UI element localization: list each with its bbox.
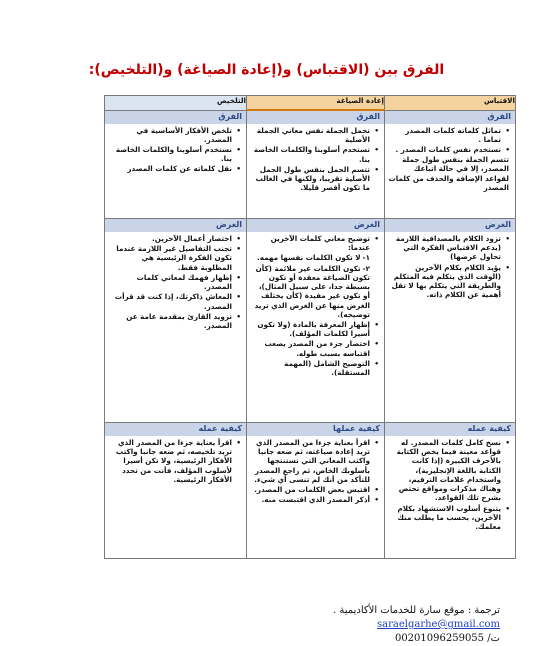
bullet-list (108, 126, 242, 174)
list-item: • اقرأ بعناية جزءا من المصدر الذي تريد إعادة صياغته، ثم ضعه جانبا واكتب المعاني التي تستنتجها بأسلوبك الخاص، ثم راجع المصدر للتأكد من أنك لم تنسى أي شيء. (250, 438, 370, 484)
cell-paraphrase-how (247, 423, 385, 559)
header-paraphrase: إعادة الصياغة (247, 96, 385, 111)
section-label: كيفية عمله (105, 423, 246, 436)
list-item: • اقتبس بعض الكلمات من المصدر. (250, 485, 370, 494)
bullet-list (250, 126, 380, 193)
header-quote: الاقتباس (385, 96, 516, 111)
bullet-list (108, 234, 242, 330)
row-difference (105, 110, 516, 219)
list-item (250, 253, 370, 262)
section-label: الغرض (105, 219, 246, 232)
item-text: تكون الكلمات غير ملائمة (كأن تكون الصياغة معقدة أو تكون بسيطة جدا، على سبيل المثال)، أو تكون غير مفيدة (كأن يختلف الغرض منها عن الغرض الذي تريد توضيحه). (254, 263, 370, 319)
plain-text: تتسم الجملة بنفس طول جملة المصدر، إلا في حالة اتباعك لقواعد الإضافة والحذف من كلمات المصدر (388, 155, 509, 192)
list-item: • تستخدم أسلوبنا والكلمات الخاصة بنا. (250, 145, 370, 163)
list-item: • تزويد القارئ بمقدمة عامة عن المصدر. (108, 312, 232, 330)
page-title: الفرق بين (الاقتباس) و(إعادة الصياغة) و(التلخيص): (88, 62, 445, 78)
cell-paraphrase-purpose (247, 219, 385, 423)
list-item: • تماثل كلماته كلمات المصدر تماما . (388, 126, 501, 144)
cell-summary-difference (105, 110, 247, 219)
section-label: الفرق (247, 111, 384, 124)
section-label: الفرق (105, 111, 246, 124)
list-item: • التوضيح الشامل (المهمة المستقلة). (250, 359, 370, 377)
list-item: • نستخدم أسلوبنا والكلمات الخاصة بنا. (108, 145, 232, 163)
section-label: كيفية عملها (247, 423, 384, 436)
row-how (105, 423, 516, 559)
header-row (105, 96, 516, 111)
list-item: • إظهار المعرفة بالمادة (ولا تكون أسيرا لكلمات المؤلف). (250, 320, 370, 338)
bullet-list (250, 234, 380, 252)
list-item: • اختصار جزء من المصدر يصعب اقتباسه بسبب طوله. (250, 339, 370, 357)
list-item: • المعاش ذاكرتك، إذا كنت قد قرأت المصدر. (108, 292, 232, 310)
bullet-list (388, 234, 511, 300)
bullet-list (388, 438, 511, 531)
list-item: • تلخص الأفكار الأساسية في المصدر. (108, 126, 232, 144)
bullet-list (388, 126, 511, 155)
list-item: • اقرأ بعناية جزءا من المصدر الذي تريد تلخيصه، ثم ضعه جانبا واكتب الأفكار الرئيسية، ولا تكن أسيرا لأسلوب المؤلف، فأنت من تحدد الأفكار الرئيسية. (108, 438, 232, 484)
section-label: الغرض (247, 219, 384, 232)
list-item: • يتنوع أسلوب الاستشهاد بكلام الآخرين، بحسب ما يطلب منك معلمك. (388, 504, 501, 532)
list-item: • اختصار أعمال الآخرين. (108, 234, 232, 243)
section-label: كيفية عمله (385, 423, 515, 436)
phone-number: ت/ 00201096259055 (394, 633, 500, 644)
cell-quote-difference (385, 110, 516, 219)
list-item: • تجنب التفاصيل غير اللازمة عندما تكون الفكرة الرئيسية هي المطلوبة فقط. (108, 244, 232, 272)
row-purpose (105, 219, 516, 423)
list-item: • نسخ كامل كلمات المصدر. له قواعد معينة فيما يخص الكتابة بالأحرف الكبيرة (إذا كانت الكتابة باللغة الإنجليزية)، واستخدام علامات الترقيم، وهناك مذكرات ومواقع تحتص بشرح تلك القواعد. (388, 438, 501, 503)
bullet-list (250, 438, 380, 505)
credit-line: ترجمة : موقع سارة للخدمات الأكاديمية . (333, 605, 500, 616)
section-label: الفرق (385, 111, 515, 124)
list-item: • تتسم الجمل بنفس طول الجمل الأصلية تقريبا، ولكنها في الغالب ما تكون أقصر قليلا. (250, 165, 370, 193)
comparison-table (104, 95, 516, 559)
cell-summary-how (105, 423, 247, 559)
section-label: الغرض (385, 219, 515, 232)
cell-quote-purpose (385, 219, 516, 423)
bullet-list (250, 320, 380, 377)
item-number: ١- (362, 253, 370, 263)
list-item: • تزود الكلام بالمصداقية اللازمة (يدعم الاقتباس الفكرة التي تحاول عرضها) (388, 234, 501, 262)
bullet-list (108, 438, 242, 484)
cell-paraphrase-difference (247, 110, 385, 219)
list-item: • نقل كلماته عن كلمات المصدر (108, 164, 232, 173)
list-item: • تحمل الجملة نفس معاني الجملة الأصلية (250, 126, 370, 144)
email-link[interactable]: saraelgarhe@gmail.com (377, 619, 500, 630)
list-item: • تستخدم نفس كلمات المصدر . (388, 145, 501, 154)
numbered-list (250, 253, 380, 319)
list-item (250, 264, 370, 319)
list-item: • توضيح معاني كلمات الآخرين عندما: (250, 234, 370, 252)
footer (300, 604, 500, 646)
cell-summary-purpose (105, 219, 247, 423)
list-item: • يؤيد الكلام بكلام الآخرين (الوقت الذي يتكلم فيه المتكلم والطريقة التي يتكلم بها لا تقل أهمية عن الكلام ذاته. (388, 263, 501, 300)
list-item: • أذكر المصدر الذي اقتبست منه. (250, 495, 370, 504)
item-text: لا تكون الكلمات نفسها مهمه. (256, 253, 361, 263)
list-item: • إظهار فهمك لمعاني كلمات المصدر. (108, 273, 232, 291)
header-summary: التلخيص (105, 96, 247, 111)
item-number: ٢- (362, 263, 370, 273)
cell-quote-how (385, 423, 516, 559)
